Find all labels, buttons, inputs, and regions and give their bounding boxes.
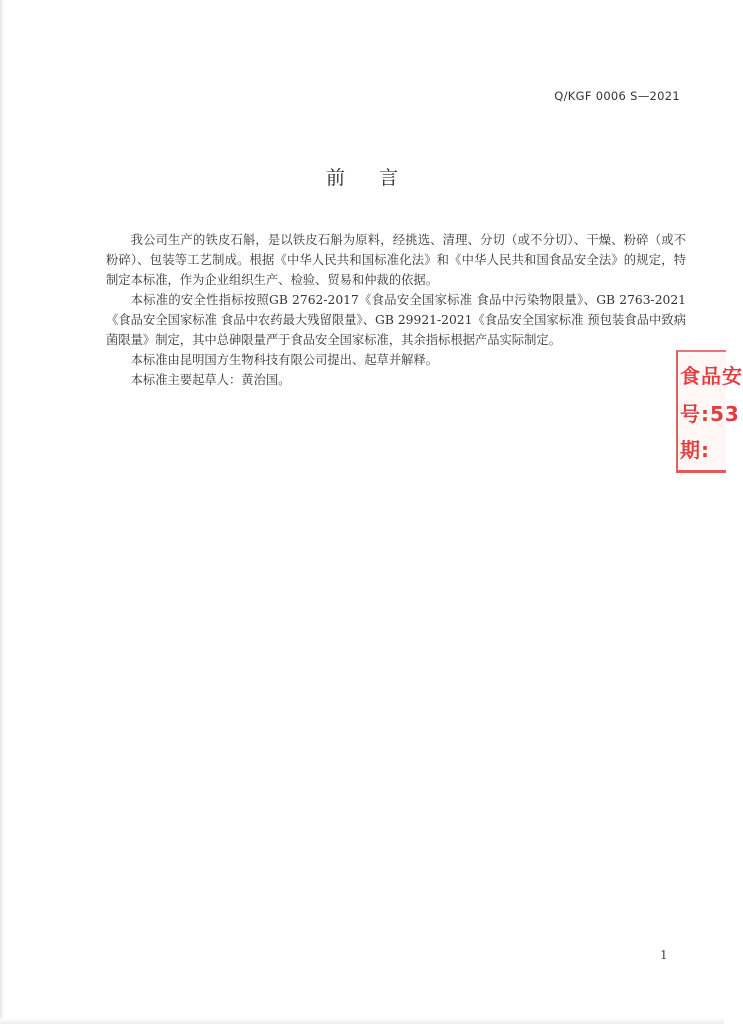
page-number: 1 xyxy=(660,948,668,962)
paragraph-production: 我公司生产的铁皮石斛，是以铁皮石斛为原料，经挑选、清理、分切（或不分切）、干燥、粉碎（或不粉碎）、包装等工艺制成。根据《中华人民共和国标准化法》和《中华人民共和国食品安全法》的规定，特制定本标准，作为企业组织生产、检验、贸易和仲裁的依据。 xyxy=(106,233,686,287)
foreword-body xyxy=(106,230,686,390)
stamp-line-1: 食品安 xyxy=(680,364,743,388)
document-code: Q/KGF 0006 S—2021 xyxy=(554,89,680,103)
page-title: 前 言 xyxy=(325,167,413,189)
scan-bottom-edge xyxy=(0,1018,724,1024)
paragraph-drafter: 本标准主要起草人：黄治国。 xyxy=(130,373,291,387)
registration-stamp xyxy=(676,350,743,473)
stamp-line-2: 号:53 xyxy=(680,402,740,426)
stamp-line-3: 期: xyxy=(680,438,710,462)
paragraph-safety-indicators: 本标准的安全性指标按照GB 2762-2017《食品安全国家标准 食品中污染物限量》、GB 2763-2021《食品安全国家标准 食品中农药最大残留限量》、GB 29921-2021《食品安全国家标准 预包装食品中致病菌限量》制定，其中总砷限量严于食品安全国家标准，其余指标根据产品实际制定。 xyxy=(106,293,686,347)
paragraph-proposer: 本标准由昆明国方生物科技有限公司提出、起草并解释。 xyxy=(130,353,439,367)
scan-left-edge xyxy=(0,0,4,1024)
